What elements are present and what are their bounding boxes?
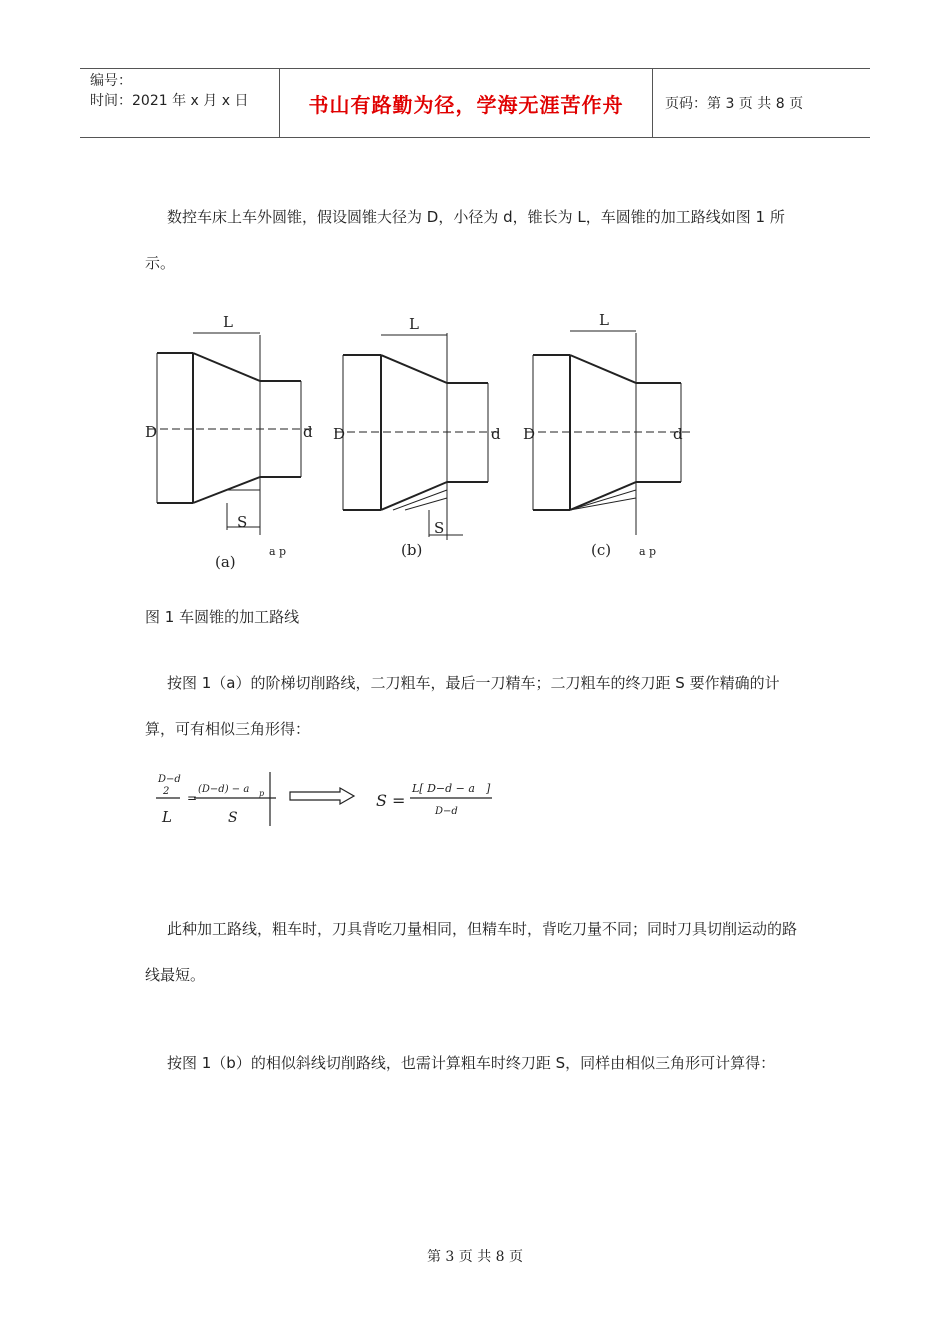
dim-ap-a: a p	[269, 545, 287, 558]
dim-L-b: L	[409, 315, 419, 333]
label-a: (a)	[215, 553, 236, 571]
paragraph-step-path: 按图 1（a）的阶梯切削路线，二刀粗车，最后一刀精车；二刀粗车的终刀距 S 要作精确的计算，可有相似三角形得：	[145, 674, 780, 738]
dim-S-b: S	[434, 519, 445, 537]
formula-result-num: L[ D−d − a	[412, 782, 475, 795]
dim-S-a: S	[237, 513, 248, 531]
dim-D-c: D	[523, 425, 536, 443]
paragraph-intro: 数控车床上车外圆锥，假设圆锥大径为 D，小径为 d，锥长为 L，车圆锥的加工路线如图 1 所示。	[145, 208, 785, 272]
formula-image	[150, 768, 500, 830]
page-header	[80, 68, 870, 138]
formula-S-eq: S =	[376, 791, 406, 810]
dim-d-a: d	[303, 423, 313, 441]
formula-result-close: ]	[486, 782, 491, 795]
dim-L-a: L	[223, 313, 233, 331]
formula-sub-p: p	[259, 789, 265, 798]
dim-L-c: L	[599, 311, 609, 329]
label-c: (c)	[591, 541, 612, 559]
formula-result-den: D−d	[435, 806, 458, 817]
dim-ap-c: a p	[639, 545, 657, 558]
svg-text:=: =	[187, 791, 198, 805]
header-motto: 书山有路勤为径，学海无涯苦作舟	[280, 69, 653, 137]
figure-cone-paths	[143, 305, 693, 575]
dim-d-b: d	[491, 425, 501, 443]
label-b: (b)	[401, 541, 423, 559]
diagram-a	[148, 333, 313, 535]
formula-L: L	[162, 808, 172, 826]
formula-rhs-num: (D−d) − a	[198, 784, 250, 795]
number-label: 编号：	[90, 73, 132, 89]
formula-frac-top: D−d	[158, 774, 181, 785]
formula-S: S	[228, 810, 238, 826]
diagram-c	[526, 331, 691, 535]
header-meta	[80, 69, 280, 137]
page-footer: 第 3 页 共 8 页	[426, 1249, 524, 1265]
header-page-code: 页码：第 3 页 共 8 页	[665, 96, 804, 112]
dim-d-c: d	[673, 425, 683, 443]
paragraph-comment: 此种加工路线，粗车时，刀具背吃刀量相同，但精车时，背吃刀量不同；同时刀具切削运动的路线最短。	[145, 920, 798, 984]
diagram-b	[335, 333, 501, 540]
dim-D-a: D	[145, 423, 158, 441]
formula-frac-half: 2	[163, 786, 170, 797]
time-label: 时间：2021 年 x 月 x 日	[90, 93, 249, 109]
paragraph-similar-path: 按图 1（b）的相似斜线切削路线，也需计算粗车时终刀距 S，同样由相似三角形可计算得：	[167, 1054, 776, 1072]
dim-D-b: D	[333, 425, 346, 443]
figure-caption: 图 1 车圆锥的加工路线	[145, 608, 300, 626]
